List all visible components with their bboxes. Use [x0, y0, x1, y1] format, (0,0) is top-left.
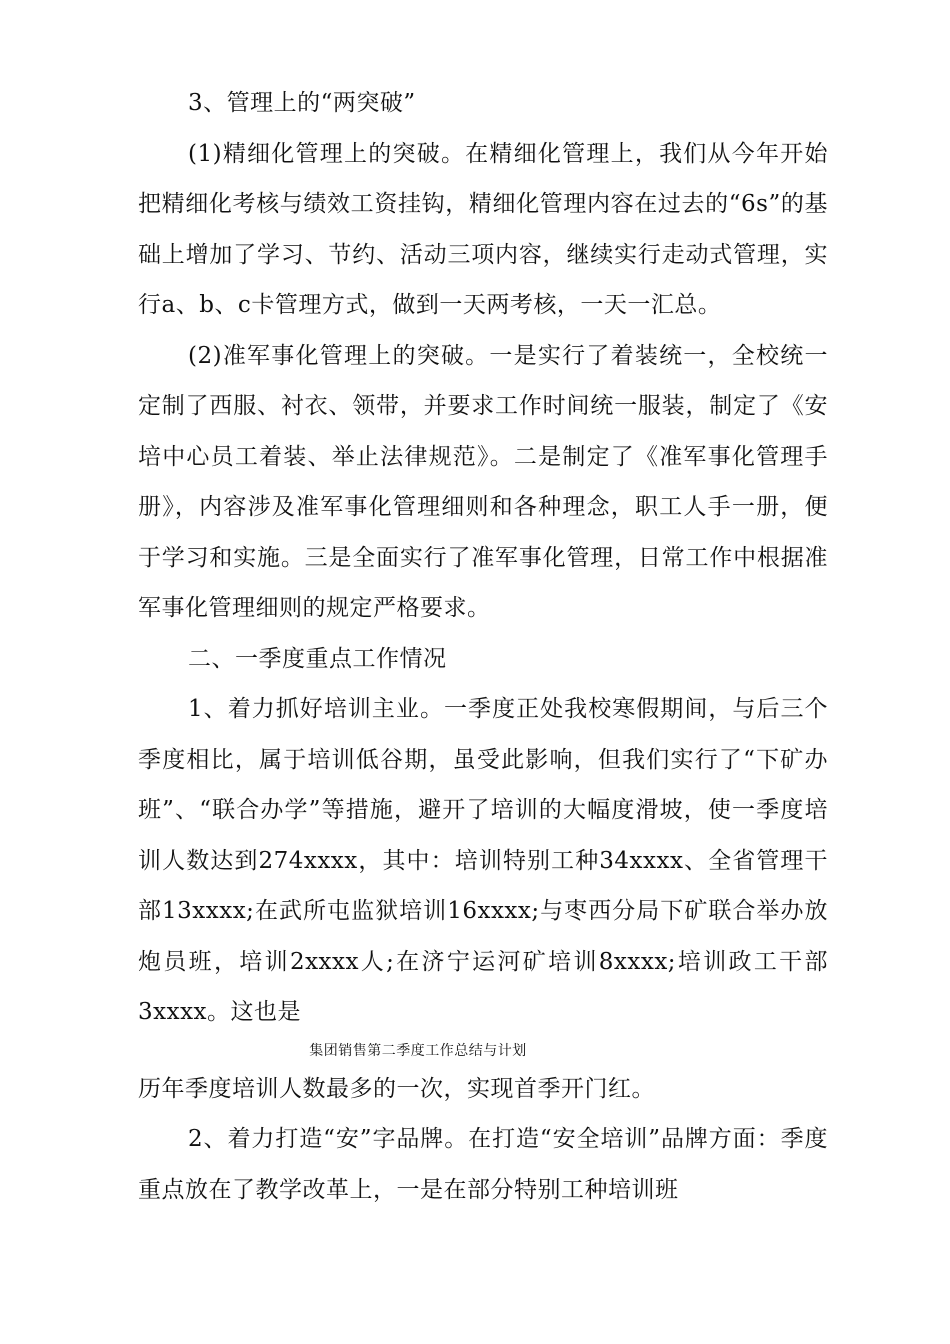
page-footer-title: 集团销售第二季度工作总结与计划 [309, 1042, 527, 1059]
paragraph-safety-brand: 2、着力打造“安”字品牌。在打造“安全培训”品牌方面：季度重点放在了教学改革上，一是在部分特别工种培训班 [138, 1126, 828, 1203]
paragraph-continuation: 历年季度培训人数最多的一次，实现首季开门红。 [138, 1075, 655, 1102]
section-heading-two-breakthroughs: 3、管理上的“两突破” [188, 90, 416, 116]
paragraph-training-business: 1、着力抓好培训主业。一季度正处我校寒假期间，与后三个季度相比，属于培训低谷期，虽受此影响，但我们实行了“下矿办班”、“联合办学”等措施，避开了培训的大幅度滑坡，使一季度培训人数达到274xxxx，其中：培训特别工种34xxxx、全省管理干部13xxxx;在武所屯监狱培训16xxxx;与枣西分局下矿联合举办放炮员班，培训2xxxx人;在济宁运河矿培训8xxxx;培训政工干部3xxxx。这也是 [138, 696, 828, 1025]
paragraph-paramilitary-management: (2)准军事化管理上的突破。一是实行了着装统一，全校统一定制了西服、衬衣、领带，并要求工作时间统一服装，制定了《安培中心员工着装、举止法律规范》。二是制定了《准军事化管理手册》，内容涉及准军事化管理细则和各种理念，职工人手一册，便于学习和实施。三是全面实行了准军事化管理，日常工作中根据准军事化管理细则的规定严格要求。 [138, 342, 828, 621]
paragraph-refined-management: (1)精细化管理上的突破。在精细化管理上，我们从今年开始把精细化考核与绩效工资挂钩，精细化管理内容在过去的“6s”的基础上增加了学习、节约、活动三项内容，继续实行走动式管理，实行a、b、c卡管理方式，做到一天两考核，一天一汇总。 [138, 140, 828, 318]
document-page [138, 78, 828, 1215]
section-heading-q1-key-work: 二、一季度重点工作情况 [188, 645, 447, 672]
